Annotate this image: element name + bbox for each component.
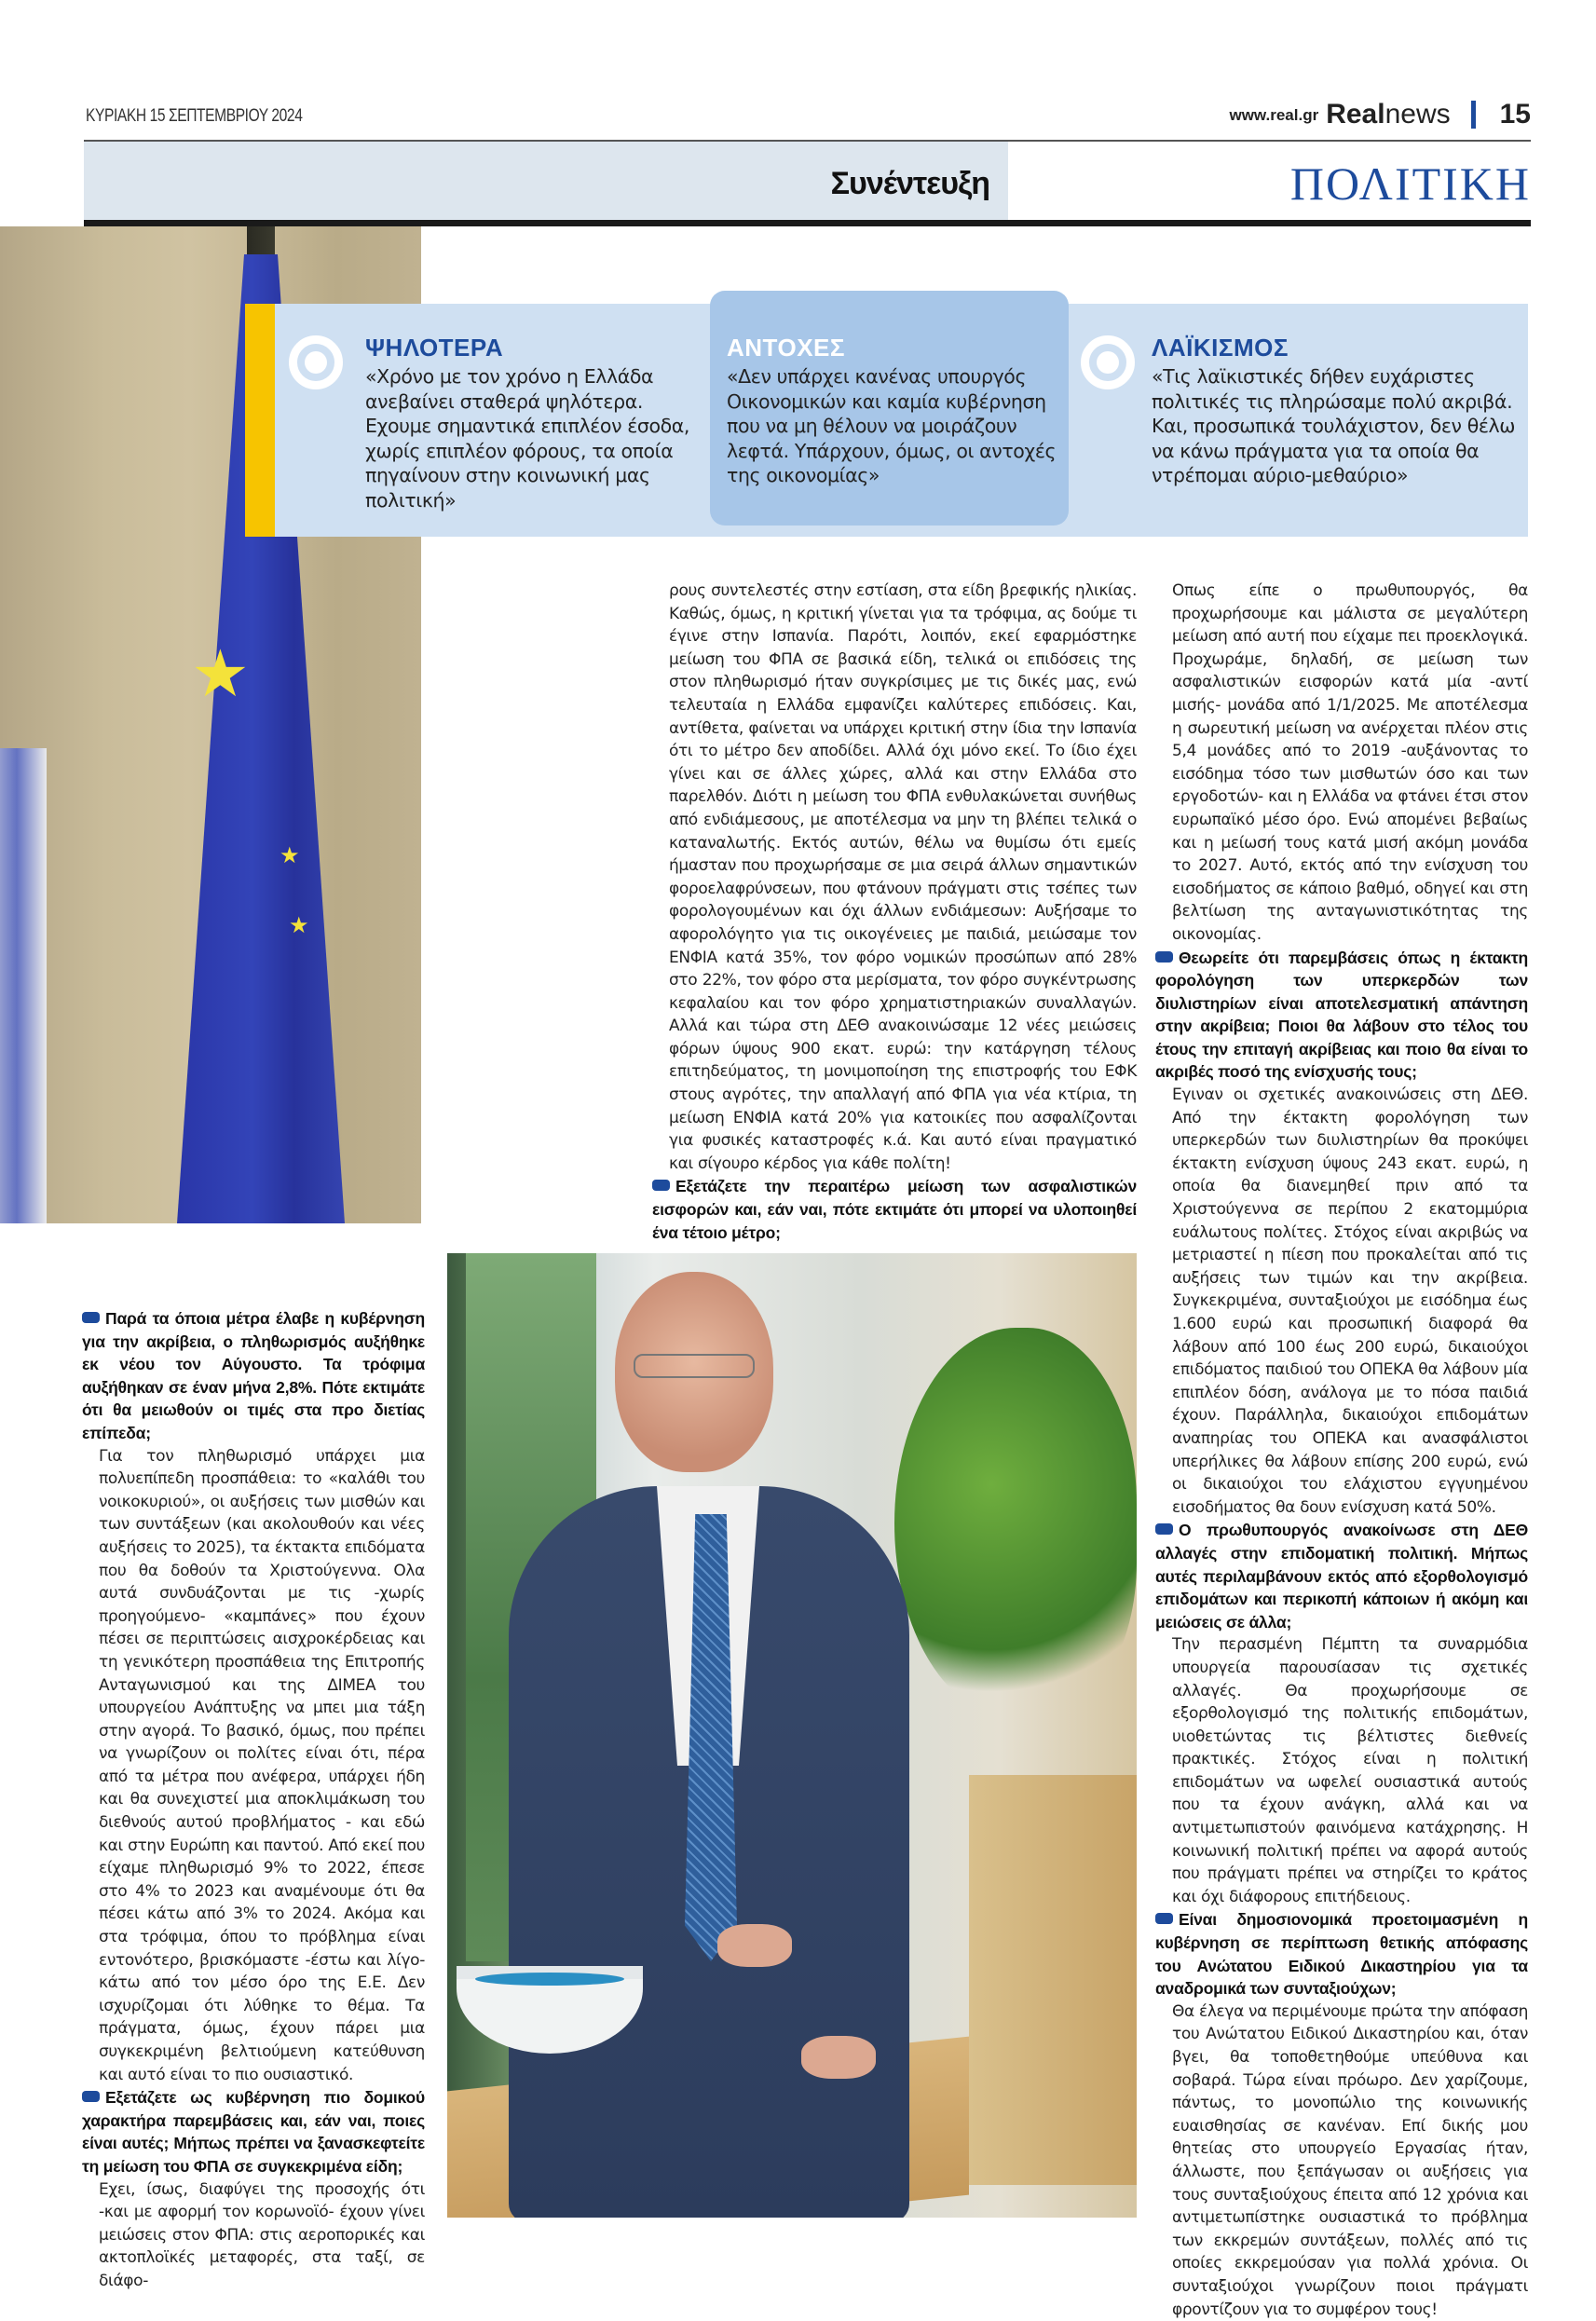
- interview-answer: Οπως είπε ο πρωθυπουργός, θα προχωρήσουμε και μάλιστα σε μεγαλύτερη μείωση από αυτή που είχαμε πει προεκλογικά. Προχωράμε, δηλαδή, σε μείωση των ασφαλιστικών εισφορών κατά μία -αντί μισής- μονάδα από 1/1/2025. Με αποτέλεσμα η σωρευτική μείωση να ανέρχεται πλέον στις 5,4 μονάδες από το 2019 -αυξάνοντας το εισόδημα τόσο των μισθωτών όσο και των εργοδοτών- και η Ελλάδα να φτάνει έτσι στον ευρωπαϊκό μέσο όρο. Ενώ απομένει βεβαίως και η μείωσή τους κατά μισή ακόμη μονάδα το 2027. Αυτό, εκτός από την ενίσχυση του εισοδήματος σε κάποιο βαθμό, οδηγεί και στη βελτίωση της ανταγωνιστικότητας της οικονομίας.: [1172, 581, 1528, 944]
- question-text: Είναι δημοσιονομικά προετοιμασμένη η κυβέρνηση σε περίπτωση θετικής απόφασης του Ανώτατου Ειδικού Δικαστηρίου για τα αναδρομικά των συνταξιούχων;: [1155, 1910, 1528, 1999]
- interview-question: [1155, 947, 1528, 1085]
- interview-answer: ρους συντελεστές στην εστίαση, στα είδη βρεφικής ηλικίας. Καθώς, όμως, η κριτική γίνεται για τα τρόφιμα, ας δούμε τι έγινε στην Ισπανία. Παρότι, λοιπόν, εκεί εφαρμόστηκε μείωση του ΦΠΑ σε βασικά είδη, τελικά οι επιδόσεις της στον πληθωρισμό ήταν συγκρίσιμες με τις δικές μας, ενώ τελευταία η Ελλάδα εμφανίζει καλύτερες επιδόσεις. Και, αντίθετα, φαίνεται να υπάρχει κριτική στην ίδια την Ισπανία ότι το μέτρο δεν αποδίδει. Αλλά όχι μόνο εκεί. Το ίδιο έχει γίνει και σε άλλες χώρες, αλλά και στην Ελλάδα στο παρελθόν. Διότι η μείωση του ΦΠΑ ενθυλακώνεται συνήθως από ενδιάμεσους, με αποτέλεσμα να μην τη βλέπει τελικά ο καταναλωτής. Εκτός αυτών, θέλω να θυμίσω ότι εμείς ήμασταν που προχωρήσαμε σε μια σειρά άλλων σημαντικών φοροελαφρύνσεων, που φτάνουν πράγματι στις τσέπες των φορολογουμένων και όχι άλλων ενδιάμεσων: Αυξήσαμε το αφορολόγητο για τις οικογένειες με παιδιά, μειώσαμε τον ΕΝΦΙΑ κατά 35%, τον φόρο νομικών προσώπων από 28% στο 22%, τον φόρο στα μερίσματα, τον φόρο συγκέντρωσης κεφαλαίου και τον φόρο χρηματιστηριακών συναλλαγών. Αλλά και τώρα στη ΔΕΘ ανακοινώσαμε 12 νέες μειώσεις φόρων ύψους 900 εκατ. ευρώ: την κατάργηση τέλους επιτηδεύματος, τη μονιμοποίηση της επιστροφής του ΕΦΚ στους αγρότες, την απαλλαγή από ΦΠΑ για νέα κτίρια, τη μείωση ΕΝΦΙΑ κατά 20% για κατοικίες που ασφαλίζονται για φυσικές καταστροφές κ.ά. Και αυτό είναι πραγματικό και σίγουρο κέρδος για κάθε πολίτη!: [669, 581, 1137, 1173]
- article-column-a: [82, 1307, 425, 2293]
- question-bullet-icon: [82, 2091, 100, 2102]
- question-text: Εξετάζετε ως κυβέρνηση πιο δομικού χαρακτήρα παρεμβάσεις και, εάν ναι, ποιες είναι αυτές; Μήπως πρέπει να ξανασκεφτείτε τη μείωση του ΦΠΑ σε συγκεκριμένα είδη;: [82, 2088, 425, 2176]
- article-column-c: [1155, 580, 1528, 2321]
- section-label: Συνέντευξη: [830, 166, 989, 201]
- interview-answer: Για τον πληθωρισμό υπάρχει μια πολυεπίπεδη προσπάθεια: το «καλάθι του νοικοκυριού», οι αυξήσεις των μισθών και των συντάξεων (και ακολουθούν και νέες αυξήσεις το 2025), τα έκτακτα επιδόματα που θα δοθούν τα Χριστούγεννα. Ολα αυτά συνδυάζονται με τις -χωρίς προηγούμενο- «καμπάνες» που έχουν πέσει σε περιπτώσεις αισχροκέρδειας και τη γενικότερη προσπάθεια της Επιτροπής Ανταγωνισμού και της ΔΙΜΕΑ του υπουργείου Ανάπτυξης να μπει μια τάξη στην αγορά. Το βασικό, όμως, που πρέπει να γνωρίζουν οι πολίτες είναι ότι, πέρα από τα μέτρα που ανέφερα, υπάρχει ήδη και θα συνεχιστεί μια αποκλιμάκωση του διεθνούς αυτού προβλήματος - και εδώ και στην Ευρώπη και παντού. Από εκεί που είχαμε πληθωρισμό 9% το 2022, έπεσε στο 4% το 2023 και αναμένουμε ότι θα πέσει κάτω από 3% το 2024. Ακόμα και στα τρόφιμα, όπου το πρόβλημα είναι εντονότερο, βρισκόμαστε -έστω και λίγο- κάτω από τον μέσο όρο της Ε.Ε. Δεν ισχυρίζομαι ότι λύθηκε το θέμα. Τα πράγματα, όμως, έχουν πάρει μια συγκεκριμένη βελτιούμενη κατεύθυνση και αυτό είναι το πιο ουσιαστικό.: [99, 1446, 425, 2084]
- question-bullet-icon: [1155, 1523, 1173, 1535]
- hand: [717, 1924, 792, 1967]
- question-bullet-icon: [652, 1180, 670, 1191]
- greek-flag: [0, 748, 47, 1223]
- hand: [801, 2036, 876, 2079]
- interview-answer: Εχει, ίσως, διαφύγει της προσοχής ότι -και με αφορμή τον κορωνοϊό- έχουν γίνει μειώσεις στον ΦΠΑ: στις αεροπορικές και ακτοπλοϊκές μεταφορές, στα ταξί, σε διάφο-: [99, 2179, 425, 2290]
- interview-question: [652, 1175, 1137, 1244]
- masthead-divider: [1471, 101, 1476, 129]
- bowl-water: [475, 1973, 624, 1986]
- cabinet: [969, 1775, 1137, 2185]
- target-icon: [289, 335, 343, 389]
- interview-question: [82, 1307, 425, 1445]
- pull-quote: [365, 334, 710, 512]
- section-rule: [84, 220, 1531, 226]
- page-number: 15: [1499, 99, 1531, 130]
- pull-quote-accent-bar: [245, 304, 275, 537]
- pull-quote-heading: ΛΑΪΚΙΣΜΟΣ: [1152, 334, 1289, 362]
- interview-question: [1155, 1519, 1528, 1633]
- interview-question: [82, 2086, 425, 2178]
- target-icon: [1081, 335, 1135, 389]
- section-title: ΠΟΛΙΤΙΚΗ: [1289, 157, 1531, 210]
- pull-quote-text: «Χρόνο με τον χρόνο η Ελλάδα ανεβαίνει σταθερά ψηλότερα. Εχουμε σημαντικά επιπλέον έσοδα, χωρίς επιπλέον φόρους, τα οποία πηγαίνουν στην κοινωνική μας πολιτική»: [365, 365, 690, 512]
- pull-quote-text: «Δεν υπάρχει κανένας υπουργός Οικονομικών και καμία κυβέρνηση που να μη θέλουν να μοιράζουν λεφτά. Υπάρχουν, όμως, οι αντοχές της οικονομίας»: [727, 365, 1057, 486]
- question-text: Θεωρείτε ότι παρεμβάσεις όπως η έκτακτη φορολόγηση των υπερκερδών των διυλιστηρίων είναι αποτελεσματική απάντηση στην ακρίβεια; Ποιοι θα λάβουν στο τέλος του έτους την επιταγή ακρίβειας και ποιο θα είναι το ακριβές ποσό της ενίσχυσής τους;: [1155, 948, 1528, 1082]
- interview-answer: Εγιναν οι σχετικές ανακοινώσεις στη ΔΕΘ. Από την έκτακτη φορολόγηση των υπερκερδών των διυλιστηρίων θα προκύψει έκτακτη ενίσχυση ύψους 243 εκατ. ευρώ, η οποία θα διανεμηθεί πριν από τα Χριστούγεννα σε περίπου 2 εκατομμύρια ευάλωτους πολίτες. Στόχος είναι ακριβώς να μετριαστεί η πίεση που προκαλείται από τις αυξήσεις των τιμών και την ακρίβεια. Συγκεκριμένα, συνταξιούχοι με εισόδημα έως 1.600 ευρώ και προσωπική διαφορά θα λάβουν από 100 έως 200 ευρώ, δικαιούχοι επιδόματος παιδιού του ΟΠΕΚΑ θα λάβουν μία επιπλέον δόση, ανάλογα με το πόσα παιδιά έχουν. Παράλληλα, δικαιούχοι επιδομάτων αναπηρίας του ΟΠΕΚΑ και ανασφάλιστοι υπερήλικες θα λάβουν επίσης 200 ευρώ, ενώ οι δικαιούχοι του ελάχιστου εγγυημένου εισοδήματος θα δουν ενίσχυση κατά 50%.: [1172, 1085, 1528, 1517]
- pull-quote-text: «Τις λαϊκιστικές δήθεν ευχάριστες πολιτικές τις πληρώσαμε πολύ ακριβά. Και, προσωπικά τουλάχιστον, δεν θέλω να κάνω πράγματα για τα οποία θα ντρέπομαι αύριο-μεθαύριο»: [1152, 365, 1516, 486]
- star-icon: ★: [289, 912, 309, 938]
- pull-quote: [727, 334, 1067, 488]
- question-bullet-icon: [1155, 951, 1173, 963]
- portrait-photo: [447, 1253, 1137, 2218]
- star-icon: ★: [280, 842, 300, 868]
- star-icon: ★: [191, 635, 250, 712]
- plant: [894, 1328, 1137, 1719]
- pull-quote-heading: ΨΗΛΟΤΕΡΑ: [365, 334, 504, 362]
- interview-answer: Θα έλεγα να περιμένουμε πρώτα την απόφαση του Ανώτατου Ειδικού Δικαστηρίου και, όταν βγει, θα τοποθετηθούμε υπεύθυνα και σοβαρά. Τώρα είναι πρόωρο. Δεν χαρίζουμε, πάντως, το μονοπώλιο της κοινωνικής ευαισθησίας σε κανέναν. Επί δικής μου θητείας στο υπουργείο Εργασίας ήταν, άλλωστε, που ξεπάγωσαν οι αυξήσεις για τους συνταξιούχους έπειτα από 12 χρόνια και αντιμετωπίστηκε ουσιαστικά το πρόβλημα των εκκρεμών συντάξεων, πολλές από τις οποίες εκκρεμούσαν για πολλά χρόνια. Οι συνταξιούχοι γνωρίζουν ποιοι πράγματι φροντίζουν για το συμφέρον τους!: [1172, 2001, 1528, 2319]
- question-bullet-icon: [82, 1312, 100, 1323]
- issue-date: ΚΥΡΙΑΚΗ 15 ΣΕΠΤΕΜΒΡΙΟΥ 2024: [86, 106, 303, 126]
- pull-quote: [1152, 334, 1524, 488]
- brand-logo-bold: Real: [1326, 99, 1385, 130]
- masthead: [1229, 101, 1531, 129]
- interview-question: [1155, 1908, 1528, 2000]
- glasses: [634, 1354, 755, 1378]
- interview-answer: Την περασμένη Πέμπτη τα συναρμόδια υπουργεία παρουσίασαν τις σχετικές αλλαγές. Θα προχωρήσουμε σε εξορθολογισμό της πολιτικής επιδομάτων, υιοθετώντας τις βέλτιστες διεθνείς πρακτικές. Στόχος είναι η πολιτική επιδομάτων να ωφελεί ουσιαστικά αυτούς που τα έχουν ανάγκη, αλλά και να αντιμετωπιστούν φαινόμενα κατάχρησης. Η κοινωνική πολιτική πρέπει να αφορά αυτούς που πράγματι πρέπει να στηρίζει το κράτος και όχι διάφορους επιτήδειους.: [1172, 1635, 1528, 1906]
- brand-logo-light: news: [1385, 99, 1451, 130]
- brand-logo: [1326, 101, 1450, 129]
- pull-quote-heading: ΑΝΤΟΧΕΣ: [727, 334, 845, 362]
- question-text: Εξετάζετε την περαιτέρω μείωση των ασφαλιστικών εισφορών και, εάν ναι, πότε εκτιμάτε ότι μπορεί να υλοποιηθεί ένα τέτοιο μέτρο;: [652, 1177, 1137, 1242]
- article-column-b: [652, 580, 1137, 1244]
- question-text: Ο πρωθυπουργός ανακοίνωσε στη ΔΕΘ αλλαγές στην επιδοματική πολιτική. Μήπως αυτές περιλαμβάνουν εκτός από εξορθολογισμό επιδομάτων και περικοπή κάποιων ή ακόμη και μειώσεις σε άλλα;: [1155, 1521, 1528, 1632]
- question-bullet-icon: [1155, 1913, 1173, 1924]
- question-text: Παρά τα όποια μέτρα έλαβε η κυβέρνηση για την ακρίβεια, ο πληθωρισμός αυξήθηκε εκ νέου τον Αύγουστο. Τα τρόφιμα αυξήθηκαν σε έναν μήνα 2,8%. Πότε εκτιμάτε ότι θα μειωθούν οι τιμές στα προ διετίας επίπεδα;: [82, 1309, 425, 1442]
- website-link[interactable]: www.real.gr: [1229, 106, 1319, 124]
